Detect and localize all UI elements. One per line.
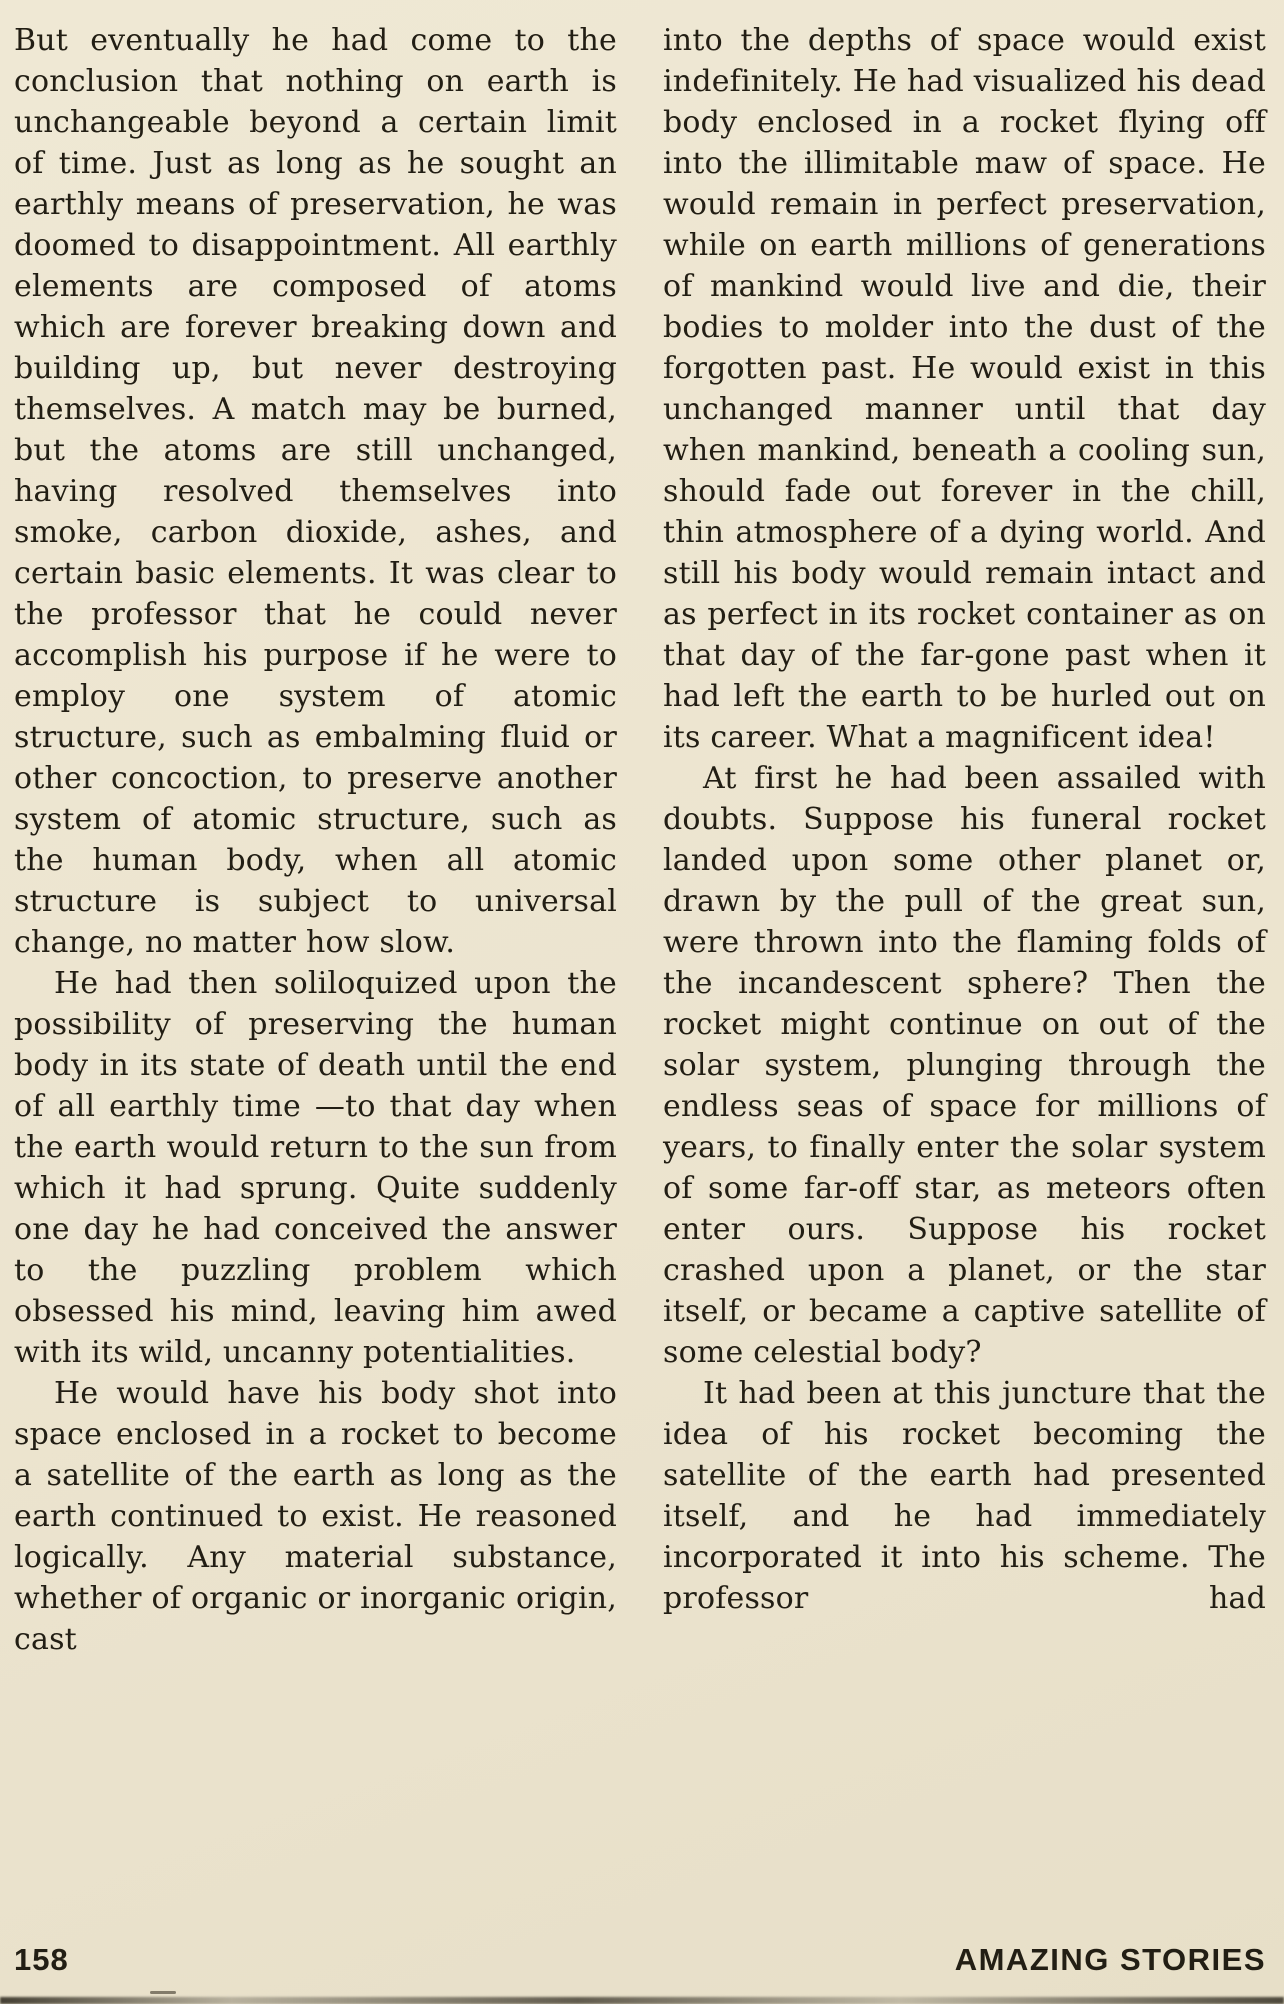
scan-artifact-dot bbox=[150, 1991, 176, 1994]
page-number: 158 bbox=[14, 1942, 69, 1977]
paragraph: At first he had been assailed with doubts. Suppose his funeral rocket landed upon some other planet or, drawn by the pull of the great sun, were thrown into the flaming folds of the incandescent sphere? Then the rocket might continue on out of the solar system, plunging through the endless seas of space for millions of years, to finally enter the solar system of some far-off star, as meteors often enter ours. Suppose his rocket crashed upon a planet, or the star itself, or became a captive satellite of some celestial body? bbox=[663, 761, 1266, 1370]
paragraph: But eventually he had come to the conclusion that nothing on earth is unchangeable beyond a certain limit of time. Just as long as he sought an earthly means of preservation, he was doomed to disappointment. All earthly elements are composed of atoms which are forever breaking down and building up, but never destroying themselves. A match may be burned, but the atoms are still unchanged, having resolved themselves into smoke, carbon dioxide, ashes, and certain basic elements. It was clear to the professor that he could never accomplish his purpose if he were to employ one system of atomic structure, such as embalming fluid or other concoction, to preserve another system of atomic structure, such as the human body, when all atomic structure is subject to universal change, no matter how slow. bbox=[14, 23, 617, 960]
right-column bbox=[663, 20, 1266, 1660]
paragraph: He would have his body shot into space enclosed in a rocket to become a satellite of the earth as long as the earth continued to exist. He reasoned logically. Any material substance, whether of organic or inorganic origin, cast bbox=[14, 1376, 617, 1657]
magazine-title: AMAZING STORIES bbox=[954, 1942, 1266, 1977]
paragraph: It had been at this juncture that the idea of his rocket becoming the satellite of the earth had presented itself, and he had immediately incorporated it into his scheme. The professor had bbox=[663, 1376, 1266, 1616]
scan-artifact-bottom-edge bbox=[0, 1997, 1284, 2004]
page-footer bbox=[14, 1942, 1266, 1978]
paragraph: He had then soliloquized upon the possibility of preserving the human body in its state of death until the end of all earthly time —to that day when the earth would return to the sun from which it had sprung. Quite suddenly one day he had conceived the answer to the puzzling problem which obsessed his mind, leaving him awed with its wild, uncanny potentialities. bbox=[14, 966, 617, 1370]
paragraph: into the depths of space would exist indefinitely. He had visualized his dead body enclosed in a rocket flying off into the illimitable maw of space. He would remain in perfect preservation, while on earth millions of generations of mankind would live and die, their bodies to molder into the dust of the forgotten past. He would exist in this unchanged manner until that day when mankind, beneath a cooling sun, should fade out forever in the chill, thin atmosphere of a dying world. And still his body would remain intact and as perfect in its rocket container as on that day of the far-gone past when it had left the earth to be hurled out on its career. What a magnificent idea! bbox=[663, 23, 1266, 755]
left-column bbox=[14, 20, 617, 1660]
